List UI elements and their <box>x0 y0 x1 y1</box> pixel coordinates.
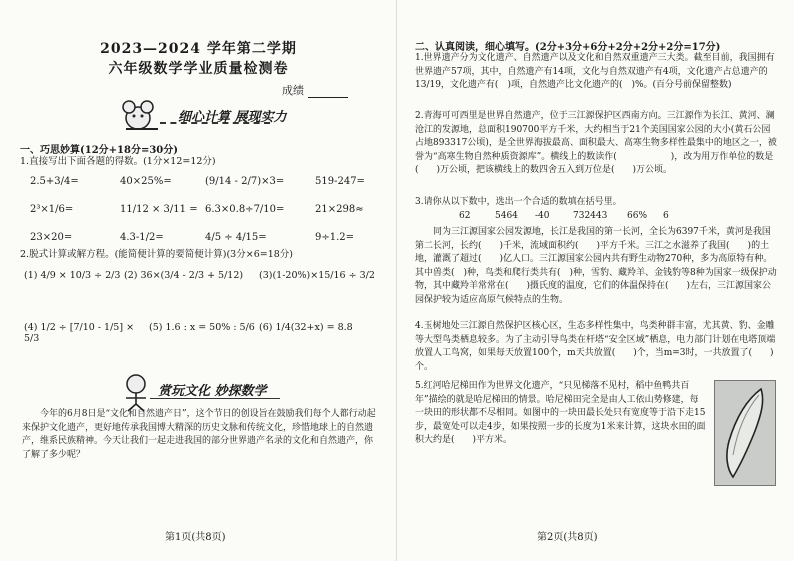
right-page <box>397 0 794 561</box>
page-number-left: 第1页(共8页) <box>165 532 226 543</box>
calc-item[interactable]: 4/5 ÷ 4/15= <box>205 232 267 243</box>
calc-row-2 <box>30 204 385 215</box>
expr-row-2 <box>24 322 389 344</box>
question-4[interactable]: 4.玉树地处三江源自然保护区核心区，生态多样性集中，鸟类种群丰富，尤其黄、豹、金雕等大型鸟类栖息较多。为了主动引导鸟类在杆塔“安全区域”栖息，电力部门计划在电塔顶端放置人工鸟窝，如果每天放置100个，m天共放置( )个，当m=3时，一共放置了( )个。 <box>415 321 776 372</box>
page-number-right: 第2页(共8页) <box>537 532 598 543</box>
terrace-field-image <box>714 380 776 486</box>
mouse-mascot-icon <box>118 372 154 412</box>
question-3-passage[interactable]: 同为三江源国家公园发源地，长江是我国的第一长河，全长为6397千米，黄河是我国第二长河，长约( )千米，流域面积约( )平方千米。三江之水滋养了我国( )的土地，灌溉了超过( )亿人口。三江源国家公园内共有野生动物270种，多为高原特有种。其中兽类( )种，鸟类和爬行类共有( )种，雪豹、藏羚羊、金钱豹等8种为国家一级保护动物，其中藏羚羊常常在( )摄氏度的温度，它们的体温保持在( )左右，三江源国家公园保护较为适应高原气候特点的生物。 <box>415 227 777 305</box>
score-label: 成绩 <box>282 84 304 97</box>
choice-number: 62 <box>459 211 471 221</box>
calc-item[interactable]: 519-247= <box>315 176 365 187</box>
choice-number: 5464 <box>495 211 518 221</box>
calc-item[interactable]: 9÷1.2= <box>315 232 355 243</box>
calc-item[interactable]: 4.3-1/2= <box>120 232 164 243</box>
expr-item[interactable]: (1) 4/9 × 10/3 ÷ 2/3 <box>24 270 121 281</box>
calc-item[interactable]: 21×298≈ <box>315 204 364 215</box>
expr-item[interactable]: (5) 1.6 : x = 50% : 5/6 <box>149 322 255 333</box>
choice-number: -40 <box>535 211 550 221</box>
banner-calc-title: 细心计算 展现实力 <box>178 110 287 125</box>
question-2[interactable]: 2.青海可可西里是世界自然遗产，位于三江源保护区西南方向。三江源作为长江、黄河、澜沧江的发源地，总面积190700平方千米，大约相当于21个美国国家公园的大小(黄石公园占地893317公顷)，是全世界海拔最高、面积最大、高寒生物多样性最集中的地区之一，被誉为“高寒生物自然种质资源库”。横线上的数读作( )，改为用万作单位的数是( )万公顷，把该横线上的数四舍五入到万位是( )万公顷。 <box>415 111 777 175</box>
score-field[interactable] <box>282 82 348 98</box>
choice-number: 66% <box>627 211 648 221</box>
calc-item[interactable]: (9/14 - 2/7)×3= <box>205 176 285 187</box>
section2-heading: 二、认真阅读，细心填写。(2分+3分+6分+2分+2分+2分=17分) <box>415 42 721 53</box>
calc-item[interactable]: 6.3×0.8÷7/10= <box>205 204 285 215</box>
calc-item[interactable]: 11/12 × 3/11 = <box>120 204 198 215</box>
question-3: 3.请你从以下数中，选出一个合适的数填在括号里。 <box>415 197 622 207</box>
q2-instruction: 2.脱式计算或解方程。(能简便计算的要简便计算)(3分×6=18分) <box>20 249 293 260</box>
expr-item[interactable]: (2) 36×(3/4 - 2/3 + 5/12) <box>124 270 244 281</box>
choice-number: 732443 <box>573 211 608 221</box>
exam-subtitle: 六年级数学学业质量检测卷 <box>108 61 289 77</box>
score-blank[interactable] <box>308 87 348 98</box>
calc-row-1 <box>30 176 385 187</box>
banner-underline <box>150 398 280 399</box>
mouse-mascot-icon <box>118 96 162 134</box>
question-5[interactable]: 5.红河哈尼梯田作为世界文化遗产，“只见梯落不见村，稻中鱼鸭共百年”描绘的就是哈尼梯田的情景。哈尼梯田完全是由人工依山势修建，每一块田的形状都不尽相同。如图中的一块田最长处只有宽度等于沿下走15步，最宽处可以走4步，如果按照一步的长度为1米来计算，这块水田的面积大约是( )平方米。 <box>415 381 706 445</box>
calc-item[interactable]: 40×25%= <box>120 176 172 187</box>
calc-item[interactable]: 2.5+3/4= <box>30 176 79 187</box>
expr-item[interactable]: (6) 1/4(32+x) = 8.8 <box>259 322 353 333</box>
banner-culture-title: 赏玩文化 妙探数学 <box>158 384 267 399</box>
question-1[interactable]: 1.世界遗产分为文化遗产、自然遗产以及文化和自然双重遗产三大类。截至目前，我国拥有世界遗产57项，其中，自然遗产有14项，文化与自然双遗产有4项，文化遗产占总遗产的13/19，文化遗产有( )项，自然遗产比文化遗产的( )%。(百分号前保留整数) <box>415 53 775 90</box>
section1-heading: 一、巧思妙算(12分+18分=30分) <box>20 145 178 156</box>
expr-row-1 <box>24 270 389 281</box>
number-choices <box>459 211 683 221</box>
calc-row-3 <box>30 232 385 243</box>
exam-year-title: 2023—2024 学年第二学期 <box>100 41 297 57</box>
choice-number: 6 <box>663 211 669 221</box>
story-paragraph: 今年的6月8日是“文化和自然遗产日”，这个节日的创设旨在鼓励我们每个人都行动起来保护文化遗产，更好地传承我国博大精深的历史文脉和传统文化，珍惜地球上的自然遗产，维系民族精神。今天让我们一起走进我国的部分世界遗产名录的文化和自然遗产，你了解了多少呢？ <box>22 409 376 460</box>
calc-item[interactable]: 2³×1/6= <box>30 204 74 215</box>
expr-item[interactable]: (3)(1-20%)×15/16 ÷ 3/2 <box>259 270 375 281</box>
expr-item[interactable]: (4) 1/2 ÷ [7/10 - 1/5] × 5/3 <box>24 322 135 344</box>
calc-item[interactable]: 23×20= <box>30 232 73 243</box>
q1-instruction: 1.直接写出下面各题的得数。(1分×12=12分) <box>20 156 216 167</box>
